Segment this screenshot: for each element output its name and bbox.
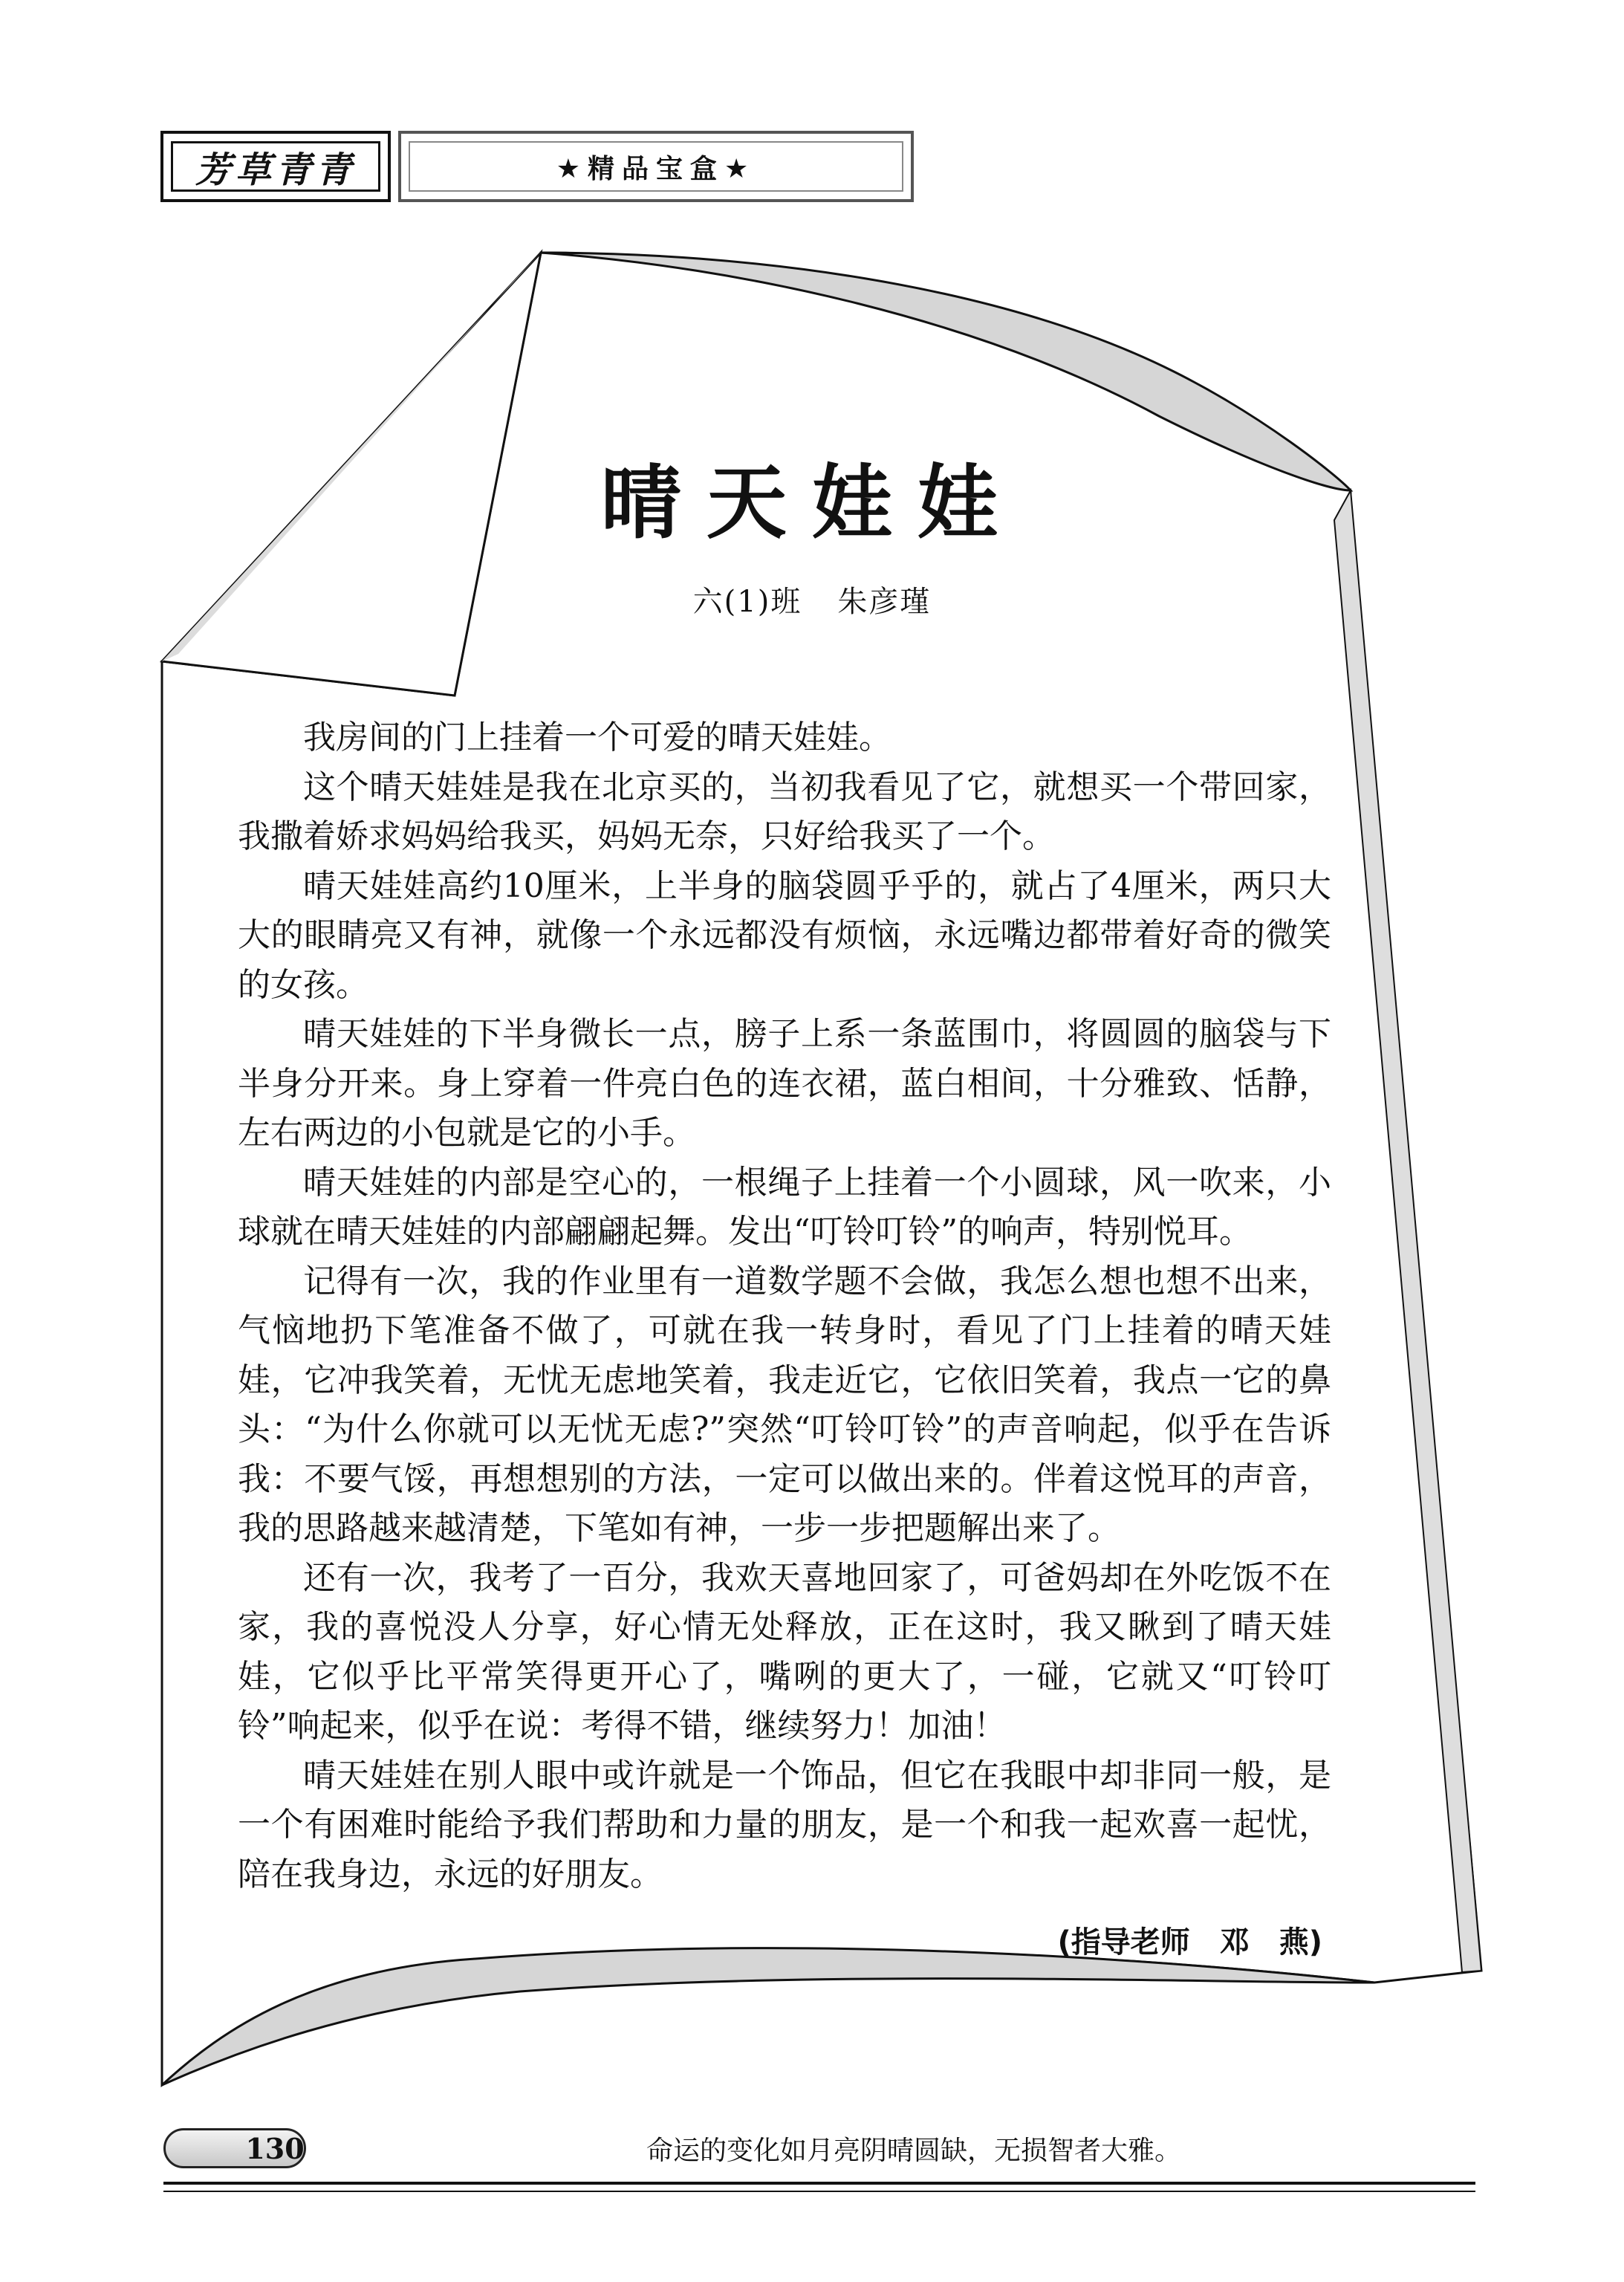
page-number: 130 — [245, 2131, 305, 2165]
footer-rule-thin — [163, 2191, 1475, 2192]
column-name: 芳草青青 — [171, 141, 380, 192]
section-name: ★精品宝盒★ — [409, 141, 903, 192]
paragraph: 晴天娃娃的下半身微长一点，膀子上系一条蓝围巾，将圆圆的脑袋与下半身分开来。身上穿着一件亮白色的连衣裙，蓝白相间，十分雅致、恬静，左右两边的小包就是它的小手。 — [238, 1015, 1331, 1152]
paragraph: 还有一次，我考了一百分，我欢天喜地回家了，可爸妈却在外吃饭不在家，我的喜悦没人分享，好心情无处释放，正在这时，我又瞅到了晴天娃娃，它似乎比平常笑得更开心了，嘴咧的更大了，一碰，它就又“叮铃叮铃”响起来，似乎在说：考得不错，继续努力！加油！ — [238, 1558, 1331, 1745]
footer-quote: 命运的变化如月亮阴晴圆缺，无损智者大雅。 — [646, 2136, 1181, 2166]
article-body — [238, 713, 1331, 1899]
footer-rule — [163, 2182, 1475, 2185]
author-line — [0, 578, 1624, 620]
paragraph: 我房间的门上挂着一个可爱的晴天娃娃。 — [303, 719, 891, 756]
column-logo-box — [160, 131, 391, 202]
advisor-signature: (指导老师 邓 燕) — [1057, 1925, 1322, 1960]
paragraph: 晴天娃娃高约10厘米，上半身的脑袋圆乎乎的，就占了4厘米，两只大大的眼睛亮又有神，就像一个永远都没有烦恼，永远嘴边都带着好奇的微笑的女孩。 — [238, 866, 1331, 1004]
paragraph: 晴天娃娃在别人眼中或许就是一个饰品，但它在我眼中却非同一般，是一个有困难时能给予我们帮助和力量的朋友，是一个和我一起欢喜一起忧，陪在我身边，永远的好朋友。 — [238, 1756, 1331, 1893]
paragraph: 晴天娃娃的内部是空心的，一根绳子上挂着一个小圆球，风一吹来，小球就在晴天娃娃的内部翩翩起舞。发出“叮铃叮铃”的响声，特别悦耳。 — [238, 1163, 1331, 1251]
author-name: 朱彦瑾 — [837, 585, 932, 619]
author-class: 六(1)班 — [692, 585, 802, 619]
section-banner — [398, 131, 914, 202]
paragraph: 这个晴天娃娃是我在北京买的，当初我看见了它，就想买一个带回家，我撒着娇求妈妈给我买，妈妈无奈，只好给我买了一个。 — [238, 768, 1331, 855]
paragraph: 记得有一次，我的作业里有一道数学题不会做，我怎么想也想不出来，气恼地扔下笔准备不做了，可就在我一转身时，看见了门上挂着的晴天娃娃，它冲我笑着，无忧无虑地笑着，我走近它，它依旧笑着，我点一它的鼻头：“为什么你就可以无忧无虑?”突然“叮铃叮铃”的声音响起，似乎在告诉我：不要气馁，再想想别的方法，一定可以做出来的。伴着这悦耳的声音，我的思路越来越清楚，下笔如有神，一步一步把题解出来了。 — [238, 1262, 1331, 1547]
article-title: 晴天娃娃 — [600, 456, 1023, 550]
